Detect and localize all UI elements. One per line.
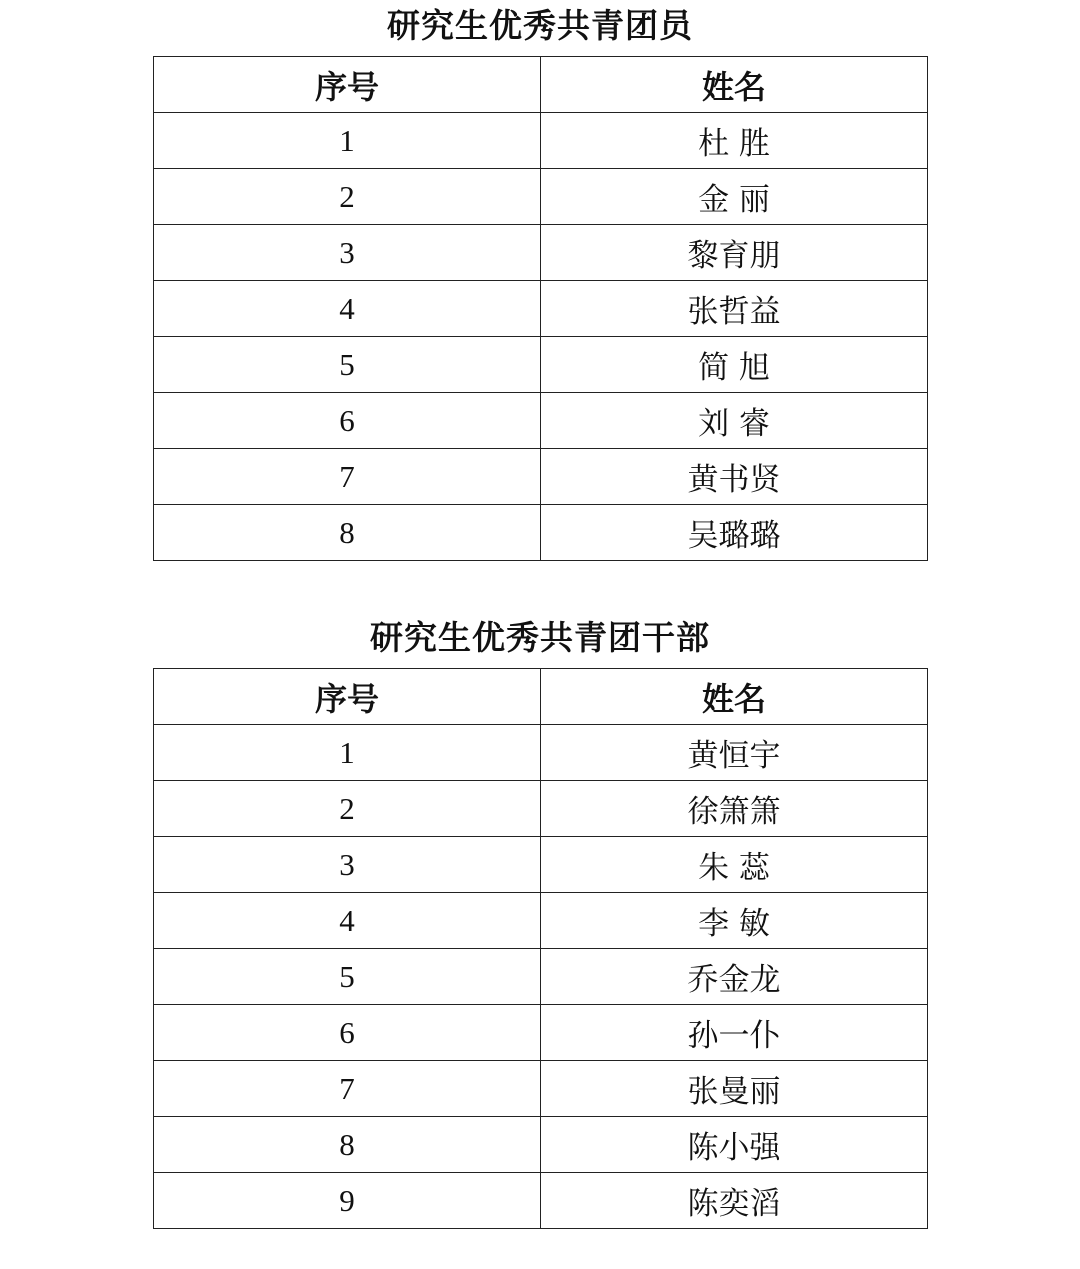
table-header-row [154,57,928,113]
row-number: 3 [154,837,541,893]
row-number: 1 [154,113,541,169]
row-name: 陈奕滔 [541,1173,928,1229]
row-name: 黄书贤 [541,449,928,505]
row-number: 7 [154,1061,541,1117]
row-name: 李 敏 [541,893,928,949]
row-number: 8 [154,505,541,561]
table-row [154,949,928,1005]
row-number: 3 [154,225,541,281]
section-title-outstanding-cadres: 研究生优秀共青团干部 [370,618,710,657]
row-number: 5 [154,949,541,1005]
row-name: 黎育朋 [541,225,928,281]
row-number: 4 [154,281,541,337]
row-name: 金 丽 [541,169,928,225]
table-row [154,505,928,561]
row-name: 朱 蕊 [541,837,928,893]
row-name: 张曼丽 [541,1061,928,1117]
table-row [154,449,928,505]
row-number: 2 [154,781,541,837]
table-row [154,1117,928,1173]
row-number: 2 [154,169,541,225]
column-header-number: 序号 [154,57,541,113]
outstanding-members-table [153,56,928,561]
row-number: 5 [154,337,541,393]
table-row [154,393,928,449]
row-name: 简 旭 [541,337,928,393]
row-number: 1 [154,725,541,781]
table-row [154,725,928,781]
row-name: 张哲益 [541,281,928,337]
row-number: 6 [154,1005,541,1061]
table-row [154,893,928,949]
table-row [154,169,928,225]
column-header-name: 姓名 [541,669,928,725]
outstanding-cadres-table [153,668,928,1229]
row-name: 杜 胜 [541,113,928,169]
row-name: 徐箫箫 [541,781,928,837]
table-row [154,113,928,169]
table-row [154,837,928,893]
row-name: 刘 睿 [541,393,928,449]
table-row [154,1173,928,1229]
row-name: 孙一仆 [541,1005,928,1061]
row-name: 吴璐璐 [541,505,928,561]
column-header-number: 序号 [154,669,541,725]
row-number: 6 [154,393,541,449]
column-header-name: 姓名 [541,57,928,113]
row-name: 乔金龙 [541,949,928,1005]
row-number: 7 [154,449,541,505]
table-row [154,281,928,337]
table-row [154,225,928,281]
table-row [154,1005,928,1061]
table-row [154,337,928,393]
table-row [154,781,928,837]
table-row [154,1061,928,1117]
section-title-outstanding-members: 研究生优秀共青团员 [387,6,693,45]
row-number: 9 [154,1173,541,1229]
row-name: 陈小强 [541,1117,928,1173]
row-number: 8 [154,1117,541,1173]
row-number: 4 [154,893,541,949]
row-name: 黄恒宇 [541,725,928,781]
table-header-row [154,669,928,725]
